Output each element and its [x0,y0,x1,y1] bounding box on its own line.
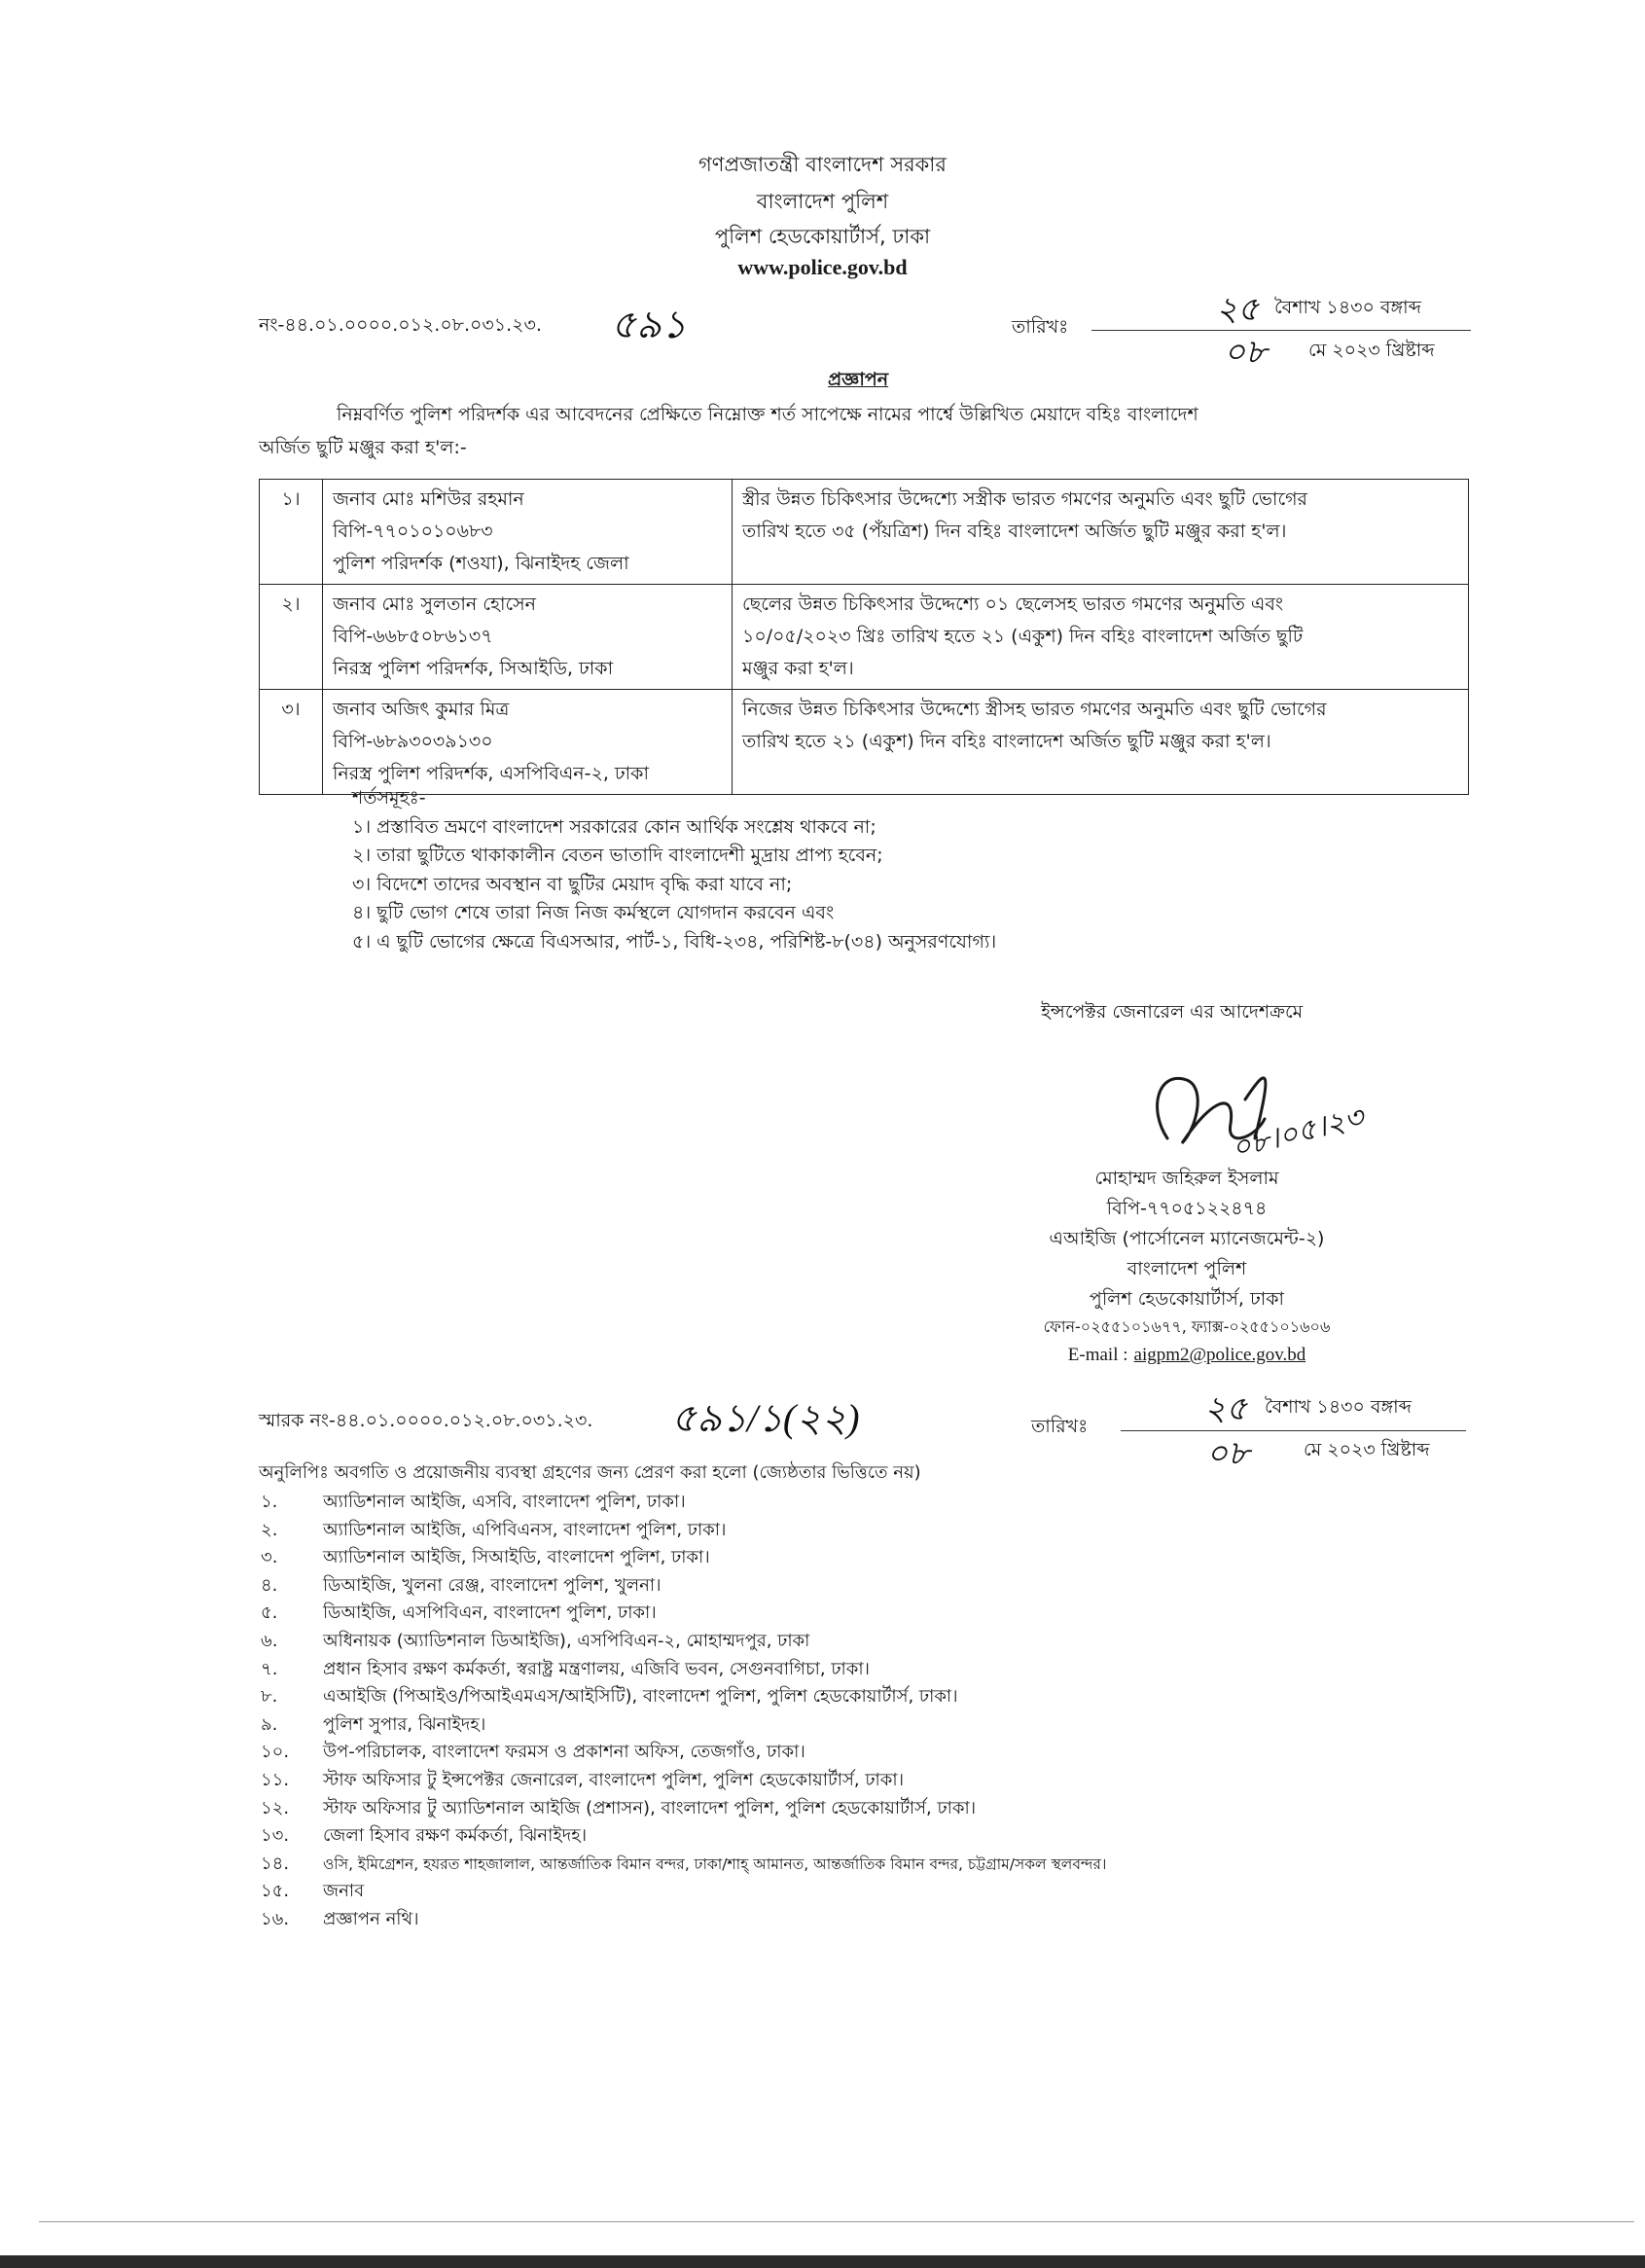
condition-item: ৩। বিদেশে তাদের অবস্থান বা ছুটির মেয়াদ বৃদ্ধি করা যাবে না; [352,873,793,895]
list-item-number: ৪. [261,1574,278,1596]
description-line: স্ত্রীর উন্নত চিকিৎসার উদ্দেশ্যে সস্ত্রীক ভারত গমণের অনুমতি এবং ছুটি ভোগের [742,488,1307,510]
memo2-date-bangla-text: বৈশাখ ১৪৩০ বঙ্গাব্দ [1265,1396,1412,1418]
signatory-phone: ফোন-০২৫৫১০১৬৭৭, ফ্যাক্স-০২৫৫১০১৬০৬ [1043,1317,1331,1336]
row-person [323,690,733,795]
signatory-office: পুলিশ হেডকোয়ার্টার্স, ঢাকা [1089,1288,1285,1310]
person-post: পুলিশ পরিদর্শক (শওযা), ঝিনাইদহ জেলা [333,553,629,574]
list-item-number: ৮. [261,1686,278,1708]
description-line: ১০/০৫/২০২৩ খ্রিঃ তারিখ হতে ২১ (একুশ) দিন বহিঃ বাংলাদেশ অর্জিত ছুটি [742,626,1304,647]
list-item-number: ১৫. [261,1881,290,1902]
description-line: ছেলের উন্নত চিকিৎসার উদ্দেশ্যে ০১ ছেলেসহ ভারত গমণের অনুমতি এবং [742,594,1284,615]
row-person [323,480,733,585]
person-name: জনাব মোঃ মশিউর রহমান [333,488,524,510]
person-post: নিরস্ত্র পুলিশ পরিদর্শক, সিআইডি, ঢাকা [333,658,614,679]
list-item-number: ১৪. [261,1853,290,1874]
list-item-text: পুলিশ সুপার, ঝিনাইদহ। [323,1713,486,1735]
email-label: E-mail : [1067,1345,1128,1365]
condition-item: ২। তারা ছুটিতে থাকাকালীন বেতন ভাতাদি বাংলাদেশী মুদ্রায় প্রাপ্য হবেন; [352,845,883,866]
memo2-date-label: তারিখঃ [1031,1416,1089,1437]
list-item-text: অ্যাডিশনাল আইজি, সিআইডি, বাংলাদেশ পুলিশ, ঢাকা। [323,1547,710,1568]
row-description [733,585,1469,690]
signatory-org: বাংলাদেশ পুলিশ [1126,1258,1247,1279]
person-name: জনাব অজিৎ কুমার মিত্র [333,699,510,720]
person-name: জনাব মোঃ সুলতান হোসেন [333,594,536,615]
list-item-text: অ্যাডিশনাল আইজি, এপিবিএনস, বাংলাদেশ পুলিশ, ঢাকা। [323,1519,727,1540]
memo-number: নং-৪৪.০১.০০০০.০১২.০৮.০৩১.২৩. [259,314,542,336]
person-bp: বিপি-৭৭০১০১০৬৮৩ [333,521,493,542]
condition-item: ১। প্রস্তাবিত ভ্রমণে বাংলাদেশ সরকারের কোন আর্থিক সংশ্লেষ থাকবে না; [352,815,876,838]
order-line: ইন্সপেক্টর জেনারেল এর আদেশক্রমে [1041,1001,1304,1023]
leave-table [259,479,1469,795]
row-serial: ৩। [260,690,323,795]
list-item-number: ১৩. [261,1825,290,1847]
description-line: তারিখ হতে ২১ (একুশ) দিন বহিঃ বাংলাদেশ অর্জিত ছুটি মঞ্জুর করা হ'ল। [742,731,1271,752]
list-item-text: এআইজি (পিআইও/পিআইএমএস/আইসিটি), বাংলাদেশ পুলিশ, পুলিশ হেডকোয়ার্টার্স, ঢাকা। [323,1686,958,1708]
date-label: তারিখঃ [1012,316,1069,338]
memo2-date-greg-text: মে ২০২৩ খ্রিষ্টাব্দ [1304,1439,1430,1460]
intro-line-2: অর্জিত ছুটি মঞ্জুর করা হ'ল:- [259,437,467,458]
scan-edge-line [39,2221,1634,2222]
list-item-text: স্টাফ অফিসার টু ইন্সপেক্টর জেনারেল, বাংলাদেশ পুলিশ, পুলিশ হেডকোয়ার্টার্স, ঢাকা। [323,1769,905,1790]
notice-title: প্রজ্ঞাপন [828,369,889,390]
table-row [260,480,1469,585]
signatory-email [1012,1340,1362,1370]
list-item-text: ওসি, ইমিগ্রেশন, হযরত শাহজালাল, আন্তর্জাতিক বিমান বন্দর, ঢাকা/শাহ্‌ আমানত, আন্তর্জাতিক বিমান বন্দর, চট্টগ্রাম/সকল স্থলবন্দর। [323,1854,1107,1873]
list-item-text: অধিনায়ক (অ্যাডিশনাল ডিআইজি), এসপিবিএন-২, মোহাম্মদপুর, ঢাকা [323,1630,810,1651]
list-item-text: ডিআইজি, খুলনা রেঞ্জ, বাংলাদেশ পুলিশ, খুলনা। [323,1574,662,1596]
email-link[interactable]: aigpm2@police.gov.bd [1133,1345,1306,1365]
scan-bottom-edge [0,2255,1645,2268]
signature-date: ০৮।০৫।২৩ [1228,1100,1368,1166]
memo2-date-bangla-day: ২৫ [1204,1391,1248,1427]
person-post: নিরস্ত্র পুলিশ পরিদর্শক, এসপিবিএন-২, ঢাকা [333,763,649,784]
copy-heading: অনুলিপিঃ অবগতি ও প্রয়োজনীয় ব্যবস্থা গ্রহণের জন্য প্রেরণ করা হলো (জ্যেষ্ঠতার ভিত্তিতে নয়) [259,1462,921,1483]
list-item-number: ২. [261,1519,278,1540]
memo2-date-divider [1121,1430,1466,1431]
signatory-bp: বিপি-৭৭০৫১২২৪৭৪ [1106,1198,1268,1219]
list-item-text: প্রধান হিসাব রক্ষণ কর্মকর্তা, স্বরাষ্ট্র মন্ত্রণালয়, এজিবি ভবন, সেগুনবাগিচা, ঢাকা। [323,1658,870,1679]
table-row [260,690,1469,795]
memo2-date-greg-day: ০৮ [1206,1436,1250,1472]
date-bangla-text: বৈশাখ ১৪৩০ বঙ্গাব্দ [1274,297,1421,318]
list-item-number: ৯. [261,1713,278,1735]
list-item-number: ৩. [261,1547,278,1568]
list-item-number: ১. [261,1492,278,1512]
signatory-name: মোহাম্মদ জহিরুল ইসলাম [1094,1168,1279,1189]
date-bangla-day: ২৫ [1216,292,1260,328]
row-serial: ১। [260,480,323,585]
description-line: নিজের উন্নত চিকিৎসার উদ্দেশ্যে স্ত্রীসহ ভারত গমণের অনুমতি এবং ছুটি ভোগের [742,699,1327,720]
signatory-designation: এআইজি (পার্সোনেল ম্যানেজমেন্ট-২) [1049,1228,1325,1249]
list-item-number: ১৬. [261,1908,290,1929]
list-item-number: ১১. [261,1769,290,1790]
description-line: মঞ্জুর করা হ'ল। [742,658,854,679]
condition-item: ৪। ছুটি ভোগ শেষে তারা নিজ নিজ কর্মস্থলে যোগদান করবেন এবং [352,902,835,923]
list-item-text: ডিআইজি, এসপিবিএন, বাংলাদেশ পুলিশ, ঢাকা। [323,1602,657,1624]
list-item-number: ১০. [261,1742,290,1763]
header-office: পুলিশ হেডকোয়ার্টার্স, ঢাকা [714,225,931,248]
conditions-heading: শর্তসমূহঃ- [352,787,426,809]
memo2-number-handwritten: ৫৯১/১(২২) [671,1396,860,1440]
row-serial: ২। [260,585,323,690]
date-greg-day: ০৮ [1224,335,1268,371]
date-greg-text: মে ২০২৩ খ্রিষ্টাব্দ [1308,340,1435,361]
header-govt: গণপ্রজাতন্ত্রী বাংলাদেশ সরকার [698,153,947,176]
intro-line-1: নিম্নবর্ণিত পুলিশ পরিদর্শক এর আবেদনের প্রেক্ষিতে নিম্নোক্ত শর্ত সাপেক্ষে নামের পার্শ্বে উল্লিখিত মেয়াদে বহিঃ বাংলাদেশ [337,404,1198,425]
condition-item: ৫। এ ছুটি ভোগের ক্ষেত্রে বিএসআর, পার্ট-১, বিধি-২৩৪, পরিশিষ্ট-৮(৩৪) অনুসরণযোগ্য। [352,930,997,953]
list-item-number: ৫. [261,1602,278,1624]
list-item-text: স্টাফ অফিসার টু অ্যাডিশনাল আইজি (প্রশাসন), বাংলাদেশ পুলিশ, পুলিশ হেডকোয়ার্টার্স, ঢাকা। [323,1797,977,1818]
list-item-text: জনাব [323,1881,365,1902]
conditions-block [321,784,996,956]
header-website: www.police.gov.bd [737,255,908,279]
description-line: তারিখ হতে ৩৫ (পঁয়ত্রিশ) দিন বহিঃ বাংলাদেশ অর্জিত ছুটি মঞ্জুর করা হ'ল। [742,521,1287,542]
list-item-text: উপ-পরিচালক, বাংলাদেশ ফরমস ও প্রকাশনা অফিস, তেজগাঁও, ঢাকা। [323,1742,805,1763]
row-description [733,480,1469,585]
header-org: বাংলাদেশ পুলিশ [756,190,889,213]
memo2-number: স্মারক নং-৪৪.০১.০০০০.০১২.০৮.০৩১.২৩. [259,1410,593,1431]
list-item-number: ৬. [261,1630,278,1651]
list-item-text: প্রজ্ঞাপন নথি। [323,1908,419,1929]
table-row [260,585,1469,690]
date-divider [1091,330,1471,331]
signatory-details [1012,1164,1362,1370]
memo-number-handwritten: ৫৯১ [611,303,687,346]
list-item-text: জেলা হিসাব রক্ষণ কর্মকর্তা, ঝিনাইদহ। [323,1825,588,1847]
list-item-number: ১২. [261,1797,290,1818]
list-item-text: অ্যাডিশনাল আইজি, এসবি, বাংলাদেশ পুলিশ, ঢাকা। [323,1492,686,1512]
row-description [733,690,1469,795]
person-bp: বিপি-৬৮৯৩০৩৯১৩০ [333,731,493,752]
list-item-number: ৭. [261,1658,278,1679]
person-bp: বিপি-৬৬৮৫০৮৬১৩৭ [333,626,493,647]
row-person [323,585,733,690]
